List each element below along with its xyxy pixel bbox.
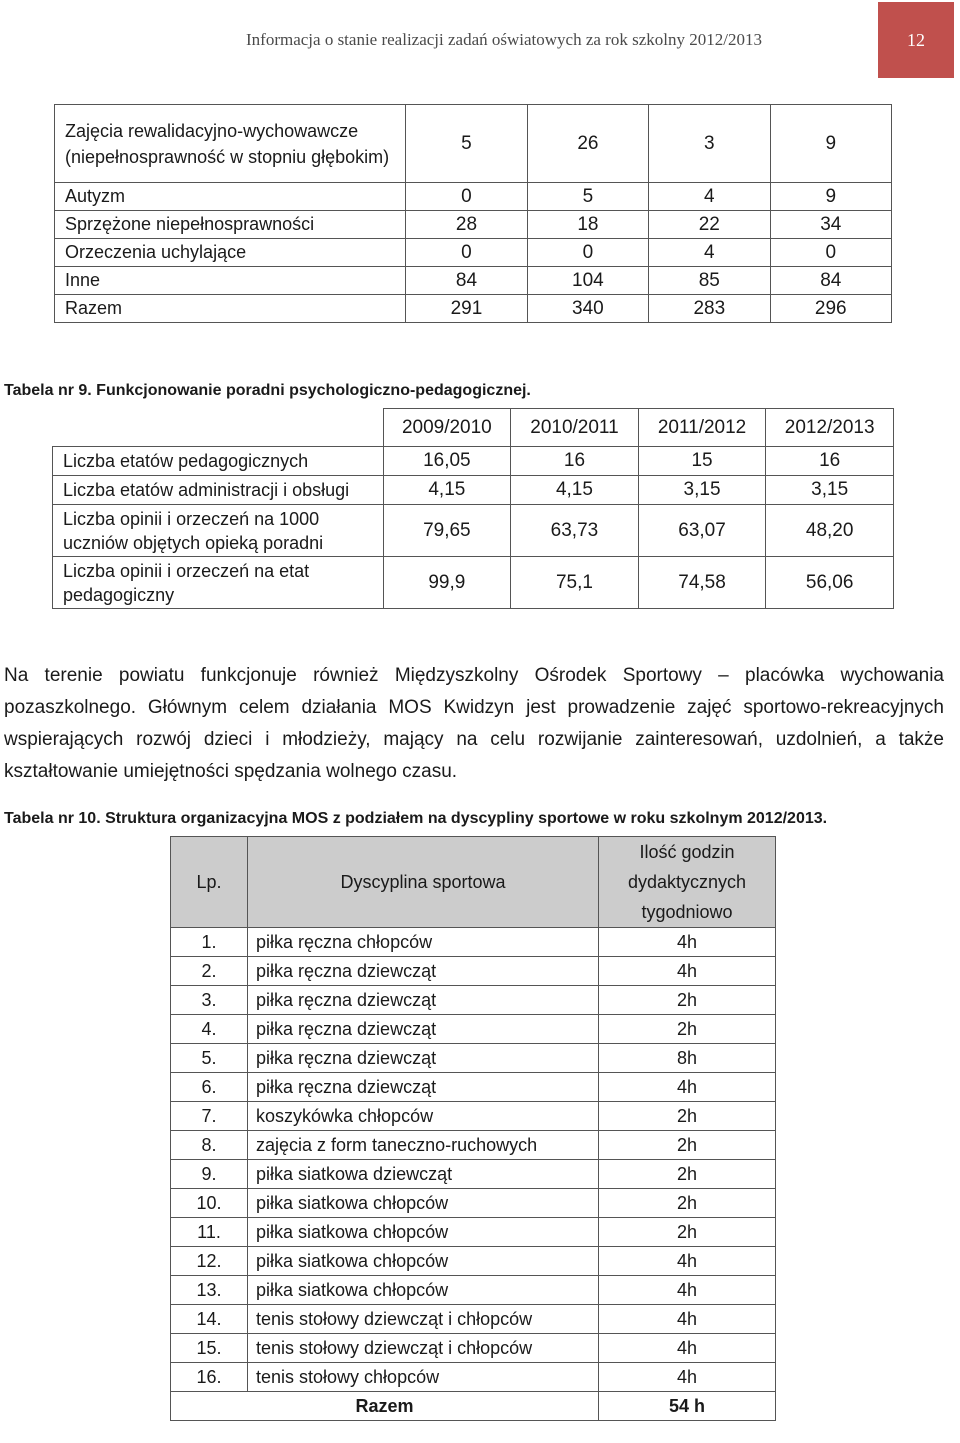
row-label: Razem (55, 295, 406, 323)
column-header: 2009/2010 (383, 409, 511, 447)
cell-value: 4,15 (511, 476, 639, 505)
column-header-lp: Lp. (171, 837, 248, 928)
row-number: 13. (171, 1276, 248, 1305)
column-header: 2011/2012 (638, 409, 766, 447)
page-header-title: Informacja o stanie realizacji zadań oświatowych za rok szkolny 2012/2013 (246, 30, 762, 49)
weekly-hours: 2h (599, 1218, 776, 1247)
table10-caption: Tabela nr 10. Struktura organizacyjna MOS z podziałem na dyscypliny sportowe w roku szkolnym 2012/2013. (4, 810, 828, 827)
weekly-hours: 4h (599, 1247, 776, 1276)
column-header: 2012/2013 (766, 409, 894, 447)
row-number: 8. (171, 1131, 248, 1160)
weekly-hours: 4h (599, 928, 776, 957)
cell-value: 18 (527, 211, 648, 239)
row-label: Liczba etatów pedagogicznych (53, 447, 384, 476)
table-header-row (171, 837, 776, 928)
row-label: Orzeczenia uchylające (55, 239, 406, 267)
cell-value: 79,65 (383, 505, 511, 557)
cell-value: 340 (527, 295, 648, 323)
table-header-row (53, 409, 894, 447)
row-number: 2. (171, 957, 248, 986)
cell-value: 16 (766, 447, 894, 476)
cell-value: 0 (527, 239, 648, 267)
cell-value: 9 (770, 105, 891, 183)
table-row (55, 295, 892, 323)
cell-value: 99,9 (383, 557, 511, 609)
page-number-badge: 12 (878, 2, 954, 78)
table-row (171, 1073, 776, 1102)
row-label: Zajęcia rewalidacyjno-wychowawcze (niepełnosprawność w stopniu głębokim) (55, 105, 406, 183)
weekly-hours: 8h (599, 1044, 776, 1073)
row-number: 5. (171, 1044, 248, 1073)
discipline-name: piłka siatkowa chłopców (248, 1218, 599, 1247)
row-number: 11. (171, 1218, 248, 1247)
table-row (171, 986, 776, 1015)
table-row (171, 1305, 776, 1334)
weekly-hours: 4h (599, 957, 776, 986)
discipline-name: zajęcia z form taneczno-ruchowych (248, 1131, 599, 1160)
column-header-discipline: Dyscyplina sportowa (248, 837, 599, 928)
total-row (171, 1392, 776, 1421)
column-header: 2010/2011 (511, 409, 639, 447)
cell-value: 84 (406, 267, 527, 295)
total-value: 54 h (599, 1392, 776, 1421)
table-row (171, 1102, 776, 1131)
table9-caption: Tabela nr 9. Funkcjonowanie poradni psychologiczno-pedagogicznej. (4, 382, 531, 399)
cell-value: 75,1 (511, 557, 639, 609)
cell-value: 16,05 (383, 447, 511, 476)
weekly-hours: 2h (599, 1160, 776, 1189)
mos-description-paragraph: Na terenie powiatu funkcjonuje również Międzyszkolny Ośrodek Sportowy – placówka wychowania pozaszkolnego. Głównym celem działania MOS Kwidzyn jest prowadzenie zajęć sportowo-rekreacyjnych wspierających rozwój dzieci i młodzieży, mający na celu rozwijanie zainteresowań, uzdolnień, a także kształtowanie umiejętności spędzania wolnego czasu. (4, 665, 944, 782)
cell-value: 63,07 (638, 505, 766, 557)
cell-value: 85 (649, 267, 770, 295)
cell-value: 63,73 (511, 505, 639, 557)
weekly-hours: 2h (599, 1131, 776, 1160)
row-label: Liczba opinii i orzeczeń na 1000 uczniów objętych opieką poradni (53, 505, 384, 557)
cell-value: 26 (527, 105, 648, 183)
cell-value: 22 (649, 211, 770, 239)
discipline-name: piłka ręczna dziewcząt (248, 1073, 599, 1102)
cell-value: 0 (406, 239, 527, 267)
discipline-name: koszykówka chłopców (248, 1102, 599, 1131)
table-row (171, 1189, 776, 1218)
row-label: Liczba opinii i orzeczeń na etat pedagogiczny (53, 557, 384, 609)
row-number: 9. (171, 1160, 248, 1189)
table-row (55, 239, 892, 267)
row-label: Sprzężone niepełnosprawności (55, 211, 406, 239)
mos-structure-table (170, 836, 776, 1421)
row-number: 1. (171, 928, 248, 957)
row-number: 3. (171, 986, 248, 1015)
row-number: 4. (171, 1015, 248, 1044)
discipline-name: piłka ręczna dziewcząt (248, 986, 599, 1015)
cell-value: 28 (406, 211, 527, 239)
row-number: 12. (171, 1247, 248, 1276)
row-label: Liczba etatów administracji i obsługi (53, 476, 384, 505)
row-label: Autyzm (55, 183, 406, 211)
table-row (171, 1363, 776, 1392)
cell-value: 4 (649, 183, 770, 211)
column-header-hours: Ilość godzin dydaktycznych tygodniowo (599, 837, 776, 928)
cell-value: 283 (649, 295, 770, 323)
table-row (53, 447, 894, 476)
cell-value: 0 (406, 183, 527, 211)
cell-value: 3 (649, 105, 770, 183)
table-row (55, 183, 892, 211)
weekly-hours: 4h (599, 1305, 776, 1334)
table-row (171, 1276, 776, 1305)
cell-value: 15 (638, 447, 766, 476)
weekly-hours: 2h (599, 1015, 776, 1044)
discipline-name: piłka ręczna dziewcząt (248, 1015, 599, 1044)
discipline-name: piłka siatkowa chłopców (248, 1276, 599, 1305)
cell-value: 74,58 (638, 557, 766, 609)
row-number: 16. (171, 1363, 248, 1392)
table-row (53, 476, 894, 505)
disability-table (54, 104, 892, 323)
table-row (171, 928, 776, 957)
table-row (53, 505, 894, 557)
discipline-name: tenis stołowy chłopców (248, 1363, 599, 1392)
cell-value: 48,20 (766, 505, 894, 557)
counseling-table (52, 408, 894, 609)
cell-value: 296 (770, 295, 891, 323)
cell-value: 5 (527, 183, 648, 211)
weekly-hours: 4h (599, 1334, 776, 1363)
table-row (171, 1247, 776, 1276)
weekly-hours: 4h (599, 1276, 776, 1305)
table-row (171, 1334, 776, 1363)
weekly-hours: 4h (599, 1363, 776, 1392)
row-number: 6. (171, 1073, 248, 1102)
table-row (171, 1015, 776, 1044)
row-label: Inne (55, 267, 406, 295)
header-empty-cell (53, 409, 384, 447)
discipline-name: tenis stołowy dziewcząt i chłopców (248, 1305, 599, 1334)
total-label: Razem (171, 1392, 599, 1421)
discipline-name: piłka ręczna dziewcząt (248, 1044, 599, 1073)
table-row (171, 1218, 776, 1247)
cell-value: 56,06 (766, 557, 894, 609)
discipline-name: piłka siatkowa chłopców (248, 1189, 599, 1218)
table-row (53, 557, 894, 609)
row-number: 15. (171, 1334, 248, 1363)
cell-value: 16 (511, 447, 639, 476)
discipline-name: piłka siatkowa chłopców (248, 1247, 599, 1276)
cell-value: 3,15 (638, 476, 766, 505)
cell-value: 84 (770, 267, 891, 295)
table-row (55, 267, 892, 295)
weekly-hours: 2h (599, 1189, 776, 1218)
weekly-hours: 2h (599, 986, 776, 1015)
table-row (171, 1044, 776, 1073)
table-row (171, 1131, 776, 1160)
cell-value: 9 (770, 183, 891, 211)
discipline-name: piłka ręczna chłopców (248, 928, 599, 957)
cell-value: 4 (649, 239, 770, 267)
table-row (55, 105, 892, 183)
table-row (171, 957, 776, 986)
row-number: 7. (171, 1102, 248, 1131)
weekly-hours: 2h (599, 1102, 776, 1131)
row-number: 14. (171, 1305, 248, 1334)
discipline-name: piłka ręczna dziewcząt (248, 957, 599, 986)
discipline-name: tenis stołowy dziewcząt i chłopców (248, 1334, 599, 1363)
cell-value: 291 (406, 295, 527, 323)
discipline-name: piłka siatkowa dziewcząt (248, 1160, 599, 1189)
row-number: 10. (171, 1189, 248, 1218)
weekly-hours: 4h (599, 1073, 776, 1102)
table-row (55, 211, 892, 239)
cell-value: 4,15 (383, 476, 511, 505)
cell-value: 3,15 (766, 476, 894, 505)
cell-value: 0 (770, 239, 891, 267)
cell-value: 34 (770, 211, 891, 239)
cell-value: 104 (527, 267, 648, 295)
table-row (171, 1160, 776, 1189)
cell-value: 5 (406, 105, 527, 183)
